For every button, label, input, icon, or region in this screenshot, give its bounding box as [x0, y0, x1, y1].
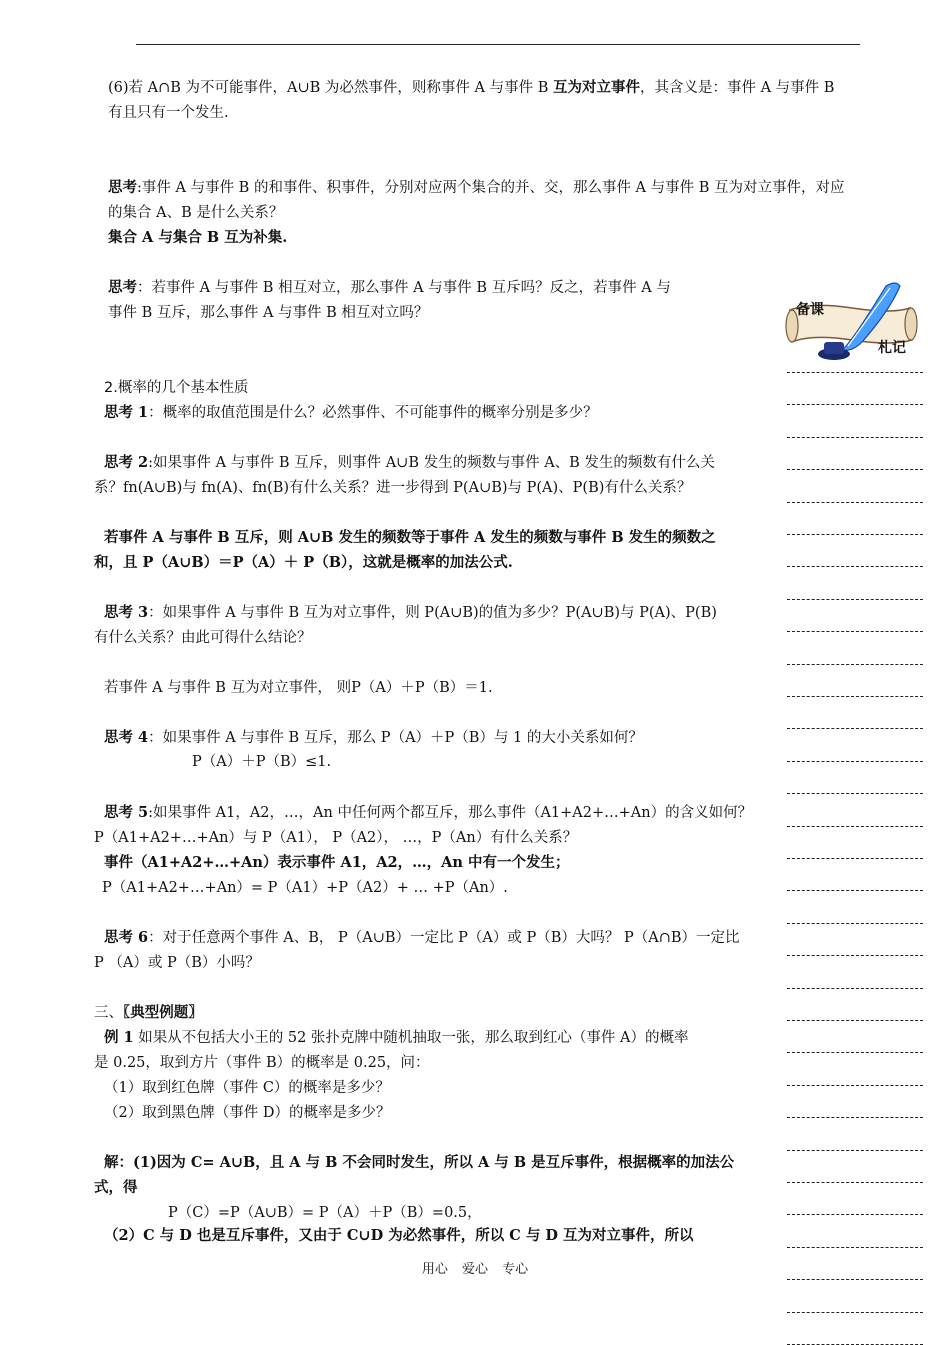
solution-line-1: 解：(1)因为 C= A∪B，且 A 与 B 不会同时发生，所以 A 与 B 是互斥事件，根据概率的加法公: [104, 1154, 735, 1171]
sec2-q2-line-1: 思考 2:如果事件 A 与事件 B 互斥，则事件 A∪B 发生的频数与事件 A、B 发生的频数有什么关: [104, 454, 715, 471]
notes-dashed-line: [787, 1214, 923, 1215]
sec2-q3-line-2: 有什么关系？由此可得什么结论？: [94, 630, 312, 646]
quill-pen-scroll-icon: [782, 280, 924, 364]
notes-icon-top: 备课: [796, 302, 824, 318]
think-b-line-1: 思考：若事件 A 与事件 B 相互对立，那么事件 A 与事件 B 互斥吗？反之，若事件 A 与: [108, 279, 671, 296]
sec2-q6-line-2: P （A）或 P（B）小吗？: [94, 955, 260, 971]
notes-dashed-line: [787, 469, 923, 470]
notes-dashed-line: [787, 372, 923, 373]
notes-dashed-line: [787, 1279, 923, 1280]
notes-dashed-line: [787, 1085, 923, 1086]
notes-dashed-line: [787, 761, 923, 762]
notes-dashed-line: [787, 826, 923, 827]
page-footer: 用心 爱心 专心: [421, 1262, 529, 1277]
notes-dashed-line: [787, 858, 923, 859]
notes-dashed-line: [787, 566, 923, 567]
sec2-q3-line-1: 思考 3：如果事件 A 与事件 B 互为对立事件，则 P(A∪B)的值为多少？P(A∪B)与 P(A)、P(B): [104, 604, 717, 621]
notes-dashed-line: [787, 1182, 923, 1183]
think-b-line-2: 事件 B 互斥，那么事件 A 与事件 B 相互对立吗？: [108, 305, 429, 321]
sec2-q2-line-2: 系？fn(A∪B)与 fn(A)、fn(B)有什么关系？进一步得到 P(A∪B)与 P(A)、P(B)有什么关系？: [94, 480, 692, 496]
notes-dashed-line: [787, 1312, 923, 1313]
notes-dashed-line: [787, 1117, 923, 1118]
notes-dashed-line: [787, 923, 923, 924]
notes-dashed-line: [787, 631, 923, 632]
notes-dashed-line: [787, 890, 923, 891]
sec2-q5-line-2: P（A1+A2+…+An）与 P（A1）， P（A2）， …，P（An）有什么关系？: [94, 830, 578, 846]
think-a-line-2: 的集合 A、B 是什么关系？: [108, 205, 284, 221]
notes-dashed-line: [787, 1247, 923, 1248]
notes-dashed-line: [787, 404, 923, 405]
solution-line-3: P（C）=P（A∪B）= P（A）＋P（B）=0.5，: [168, 1205, 482, 1221]
sec2-a3: 若事件 A 与事件 B 互为对立事件， 则P（A）＋P（B）＝1.: [104, 680, 493, 696]
notes-dashed-line: [787, 664, 923, 665]
notes-dashed-line: [787, 988, 923, 989]
sec6-line-2: 有且只有一个发生.: [108, 105, 229, 121]
example1-question-1: （1）取到红色牌（事件 C）的概率是多少？: [104, 1080, 390, 1096]
sec2-q5-line-1: 思考 5:如果事件 A1，A2，…，An 中任何两个都互斥，那么事件（A1+A2+…+An）的含义如何？: [104, 804, 753, 821]
sec3-heading: 三、〖典型例题〗: [94, 1004, 203, 1021]
think-a-answer: 集合 A 与集合 B 互为补集.: [108, 229, 288, 246]
sec2-q1: 思考 1：概率的取值范围是什么？必然事件、不可能事件的概率分别是多少？: [104, 404, 598, 421]
header-rule: [136, 44, 860, 45]
sec2-q6-line-1: 思考 6：对于任意两个事件 A、B， P（A∪B）一定比 P（A）或 P（B）大吗？ P（A∩B）一定比: [104, 929, 740, 946]
sec2-a2-line-2: 和，且 P（A∪B）＝P（A）＋ P（B），这就是概率的加法公式.: [94, 554, 513, 571]
sec2-heading: 2.概率的几个基本性质: [104, 380, 249, 396]
sec2-a4: P（A）＋P（B）≤1.: [192, 754, 332, 770]
example1-question-2: （2）取到黑色牌（事件 D）的概率是多少？: [104, 1105, 391, 1121]
sec2-a5-line-2: P（A1+A2+…+An）= P（A1）+P（A2）+ … +P（An）.: [102, 880, 508, 896]
notes-dashed-line: [787, 437, 923, 438]
example1-line-2: 是 0.25，取到方片（事件 B）的概率是 0.25，问：: [94, 1055, 430, 1071]
notes-dashed-line: [787, 1020, 923, 1021]
notes-dashed-line: [787, 599, 923, 600]
notes-dashed-line: [787, 1150, 923, 1151]
notes-dashed-line: [787, 728, 923, 729]
think-a-line-1: 思考:事件 A 与事件 B 的和事件、积事件，分别对应两个集合的并、交，那么事件 A 与事件 B 互为对立事件，对应: [108, 179, 845, 196]
sec2-q4: 思考 4：如果事件 A 与事件 B 互斥，那么 P（A）＋P（B）与 1 的大小关系如何？: [104, 729, 643, 746]
notes-dashed-line: [787, 955, 923, 956]
sec2-a5-line-1: 事件（A1+A2+…+An）表示事件 A1，A2，…，An 中有一个发生；: [104, 854, 570, 871]
solution-line-2: 式，得: [94, 1179, 138, 1196]
notes-dashed-line: [787, 502, 923, 503]
notes-dashed-line: [787, 1052, 923, 1053]
notes-dashed-line: [787, 793, 923, 794]
notes-dashed-line: [787, 534, 923, 535]
solution-line-4: （2）C 与 D 也是互斥事件，又由于 C∪D 为必然事件，所以 C 与 D 互为对立事件，所以: [104, 1227, 694, 1244]
sec2-a2-line-1: 若事件 A 与事件 B 互斥，则 A∪B 发生的频数等于事件 A 发生的频数与事件 B 发生的频数之: [104, 529, 716, 546]
example1-line-1: 例 1 如果从不包括大小王的 52 张扑克牌中随机抽取一张，那么取到红心（事件 A）的概率: [104, 1029, 689, 1046]
notes-dashed-line: [787, 696, 923, 697]
notes-icon-bottom: 札记: [878, 340, 906, 356]
sec6-line-1: (6)若 A∩B 为不可能事件，A∪B 为必然事件，则称事件 A 与事件 B 互为对立事件，其含义是：事件 A 与事件 B: [108, 79, 835, 96]
